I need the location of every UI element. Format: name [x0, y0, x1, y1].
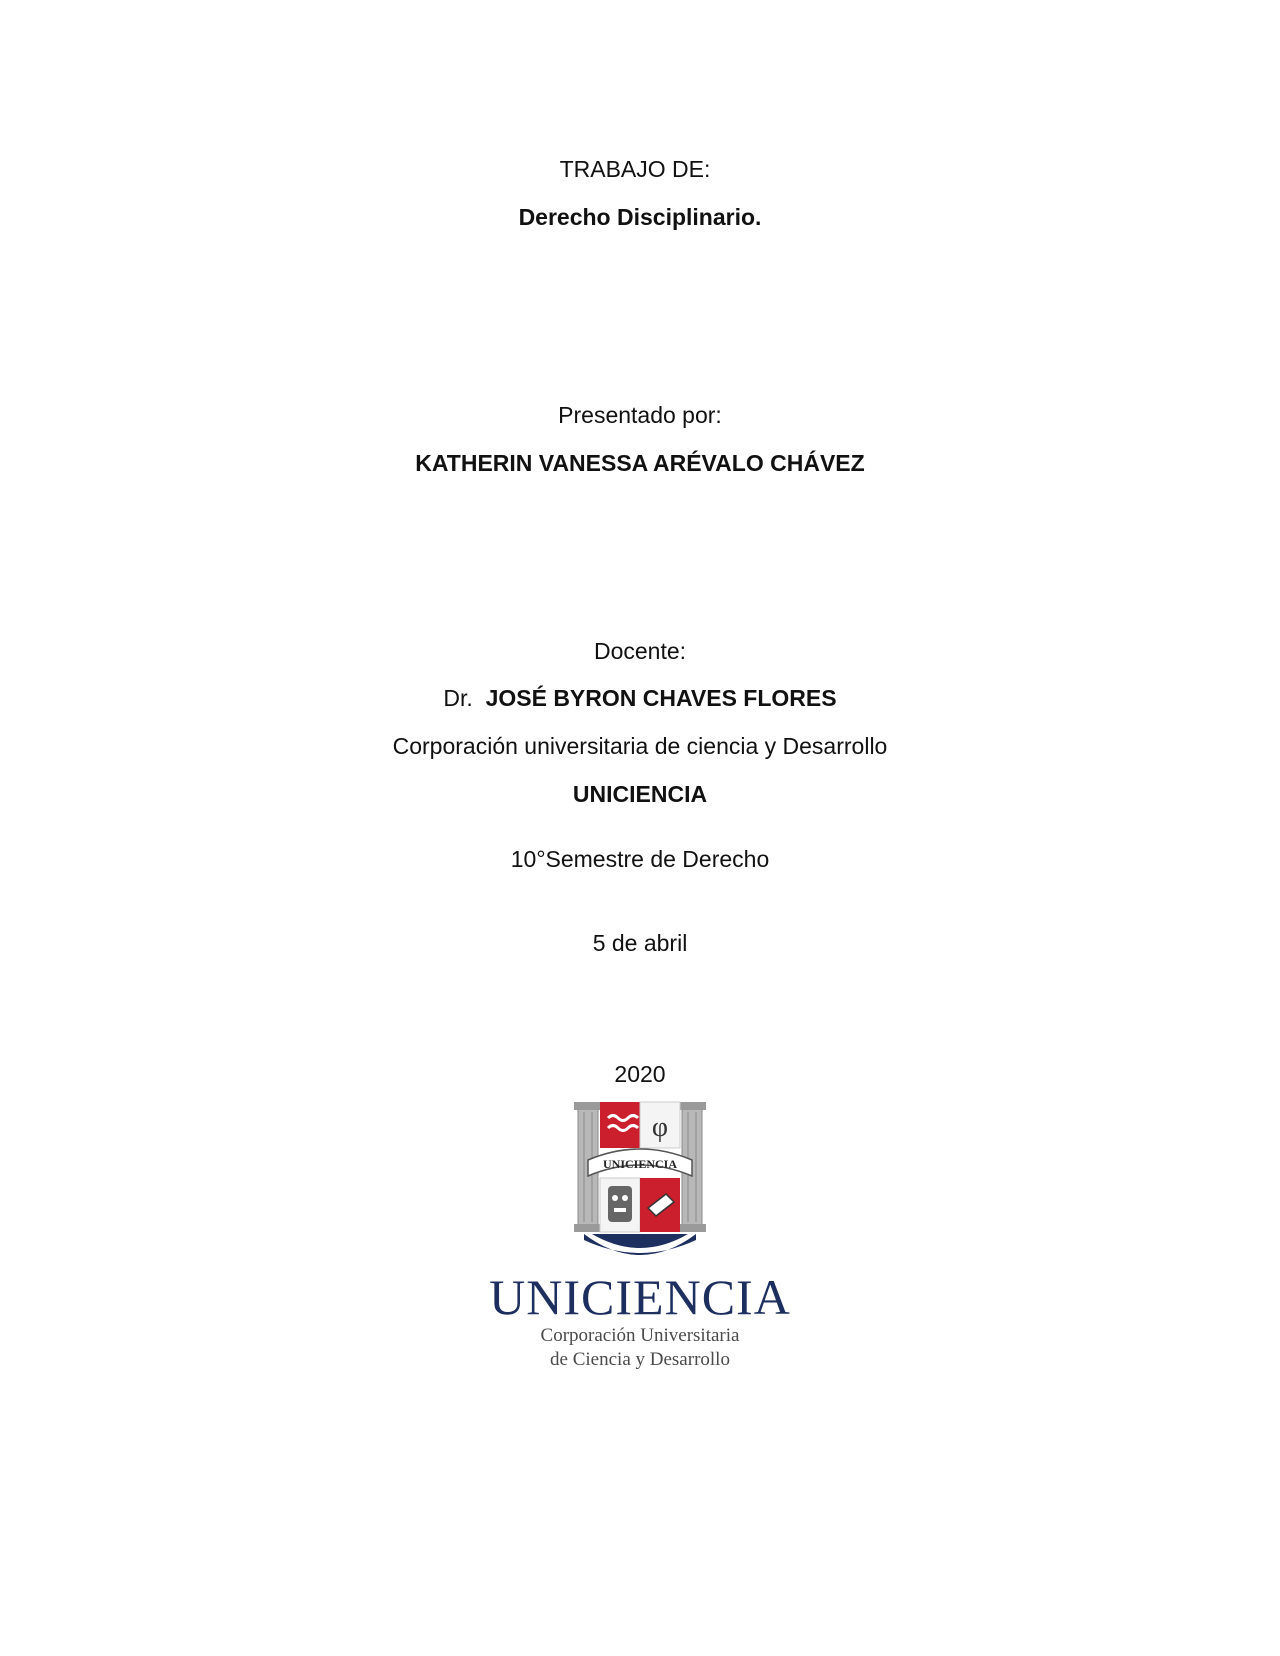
year: 2020: [614, 1061, 666, 1087]
label-teacher: Docente:: [593, 638, 687, 664]
date: 5 de abril: [592, 930, 688, 956]
author-name: KATHERIN VANESSA ARÉVALO CHÁVEZ: [415, 450, 865, 476]
institution-name: Corporación universitaria de ciencia y Desarrollo: [392, 733, 888, 759]
label-presented-by: Presentado por:: [558, 402, 722, 428]
teacher-line: [0, 684, 1280, 712]
semester: 10°Semestre de Derecho: [510, 846, 770, 872]
logo-tagline-1: Corporación Universitaria: [540, 1325, 740, 1346]
crest-icon: [570, 1098, 710, 1266]
teacher-title: Dr.: [443, 685, 473, 711]
university-logo: [0, 1098, 1280, 1372]
label-trabajo: TRABAJO DE:: [559, 156, 711, 182]
ribbon-text: UNICIENCIA: [602, 1157, 678, 1171]
logo-wordmark: UNICIENCIA: [489, 1269, 791, 1325]
subject-title: Derecho Disciplinario.: [518, 204, 762, 230]
logo-tagline-2: de Ciencia y Desarrollo: [550, 1349, 730, 1370]
svg-text:φ: φ: [651, 1112, 669, 1143]
institution-acronym: UNICIENCIA: [572, 781, 708, 807]
teacher-name: JOSÉ BYRON CHAVES FLORES: [485, 685, 837, 711]
